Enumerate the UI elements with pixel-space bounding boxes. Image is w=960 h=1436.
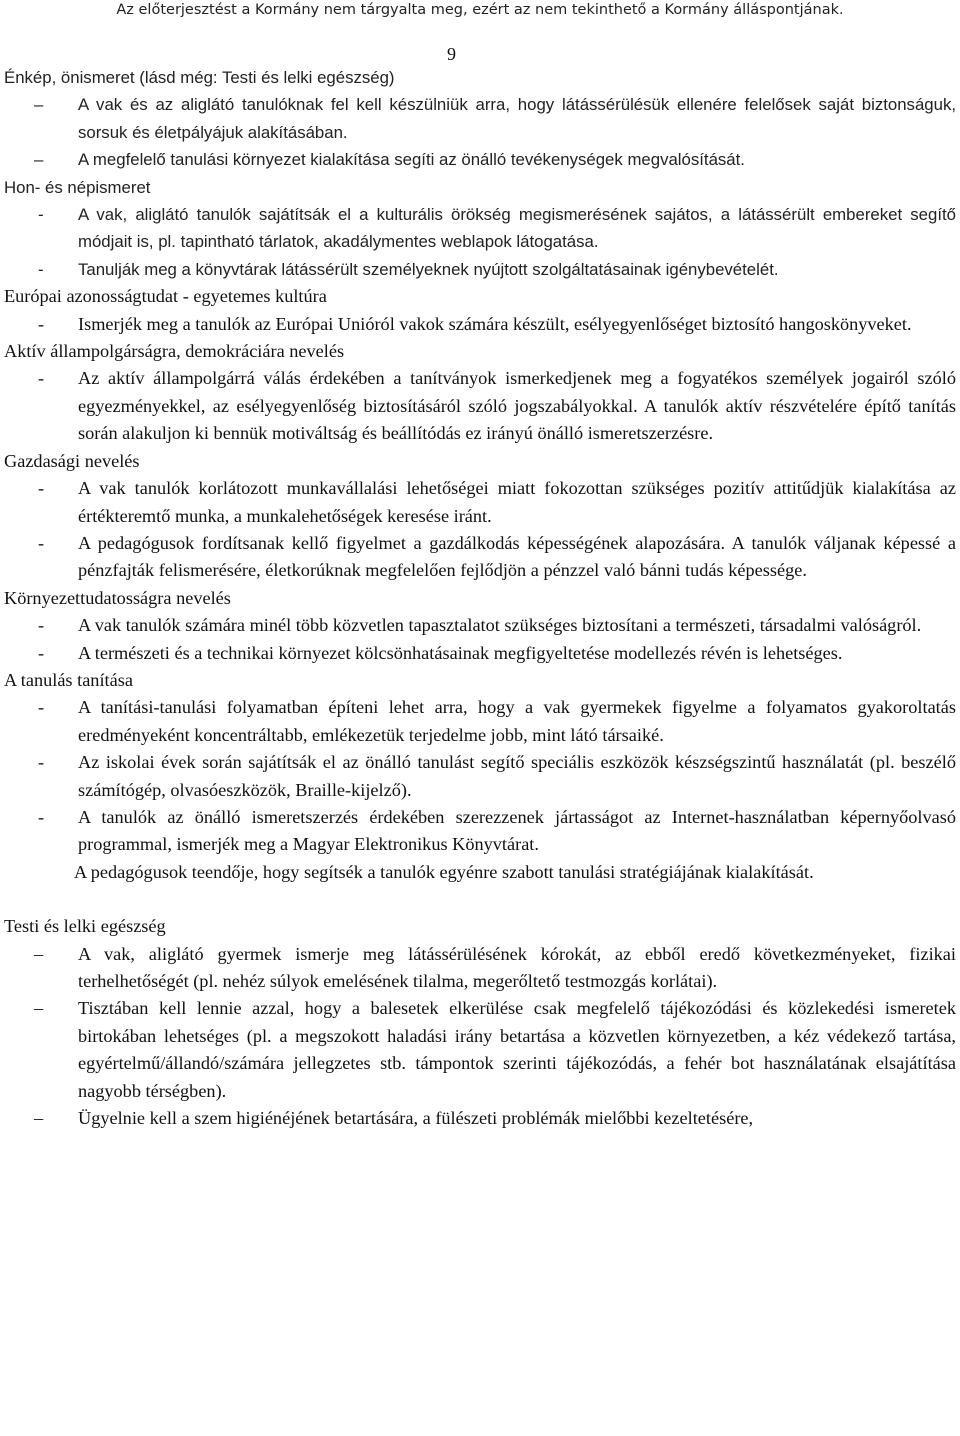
list-item: – Ügyelnie kell a szem higiénéjének betartására, a fülészeti problémák mielőbbi kezeltetésére, — [4, 1105, 956, 1132]
dash-bullet: – — [34, 1108, 44, 1129]
hyphen-bullet: - — [38, 205, 44, 225]
dash-bullet: – — [34, 998, 44, 1019]
hyphen-bullet: - — [38, 697, 45, 718]
list-item: - A tanulók az önálló ismeretszerzés érdekében szerezzenek jártasságot az Internet-használatban képernyőolvasó programmal, ismerjék meg a Magyar Elektronikus Könyvtárat. — [4, 804, 956, 859]
hyphen-bullet: - — [38, 313, 45, 334]
list-item: - Tanulják meg a könyvtárak látássérült személyeknek nyújtott szolgáltatásainak igénybevételét. — [4, 256, 956, 283]
section-heading: A tanulás tanítása — [4, 669, 133, 690]
hyphen-bullet: - — [38, 642, 45, 663]
dash-bullet: – — [34, 943, 44, 964]
hyphen-bullet: - — [38, 806, 45, 827]
section-heading: Hon- és népismeret — [4, 177, 151, 197]
list-item: – A vak, aliglátó gyermek ismerje meg látássérülésének kórokát, az ebből eredő következményeket, fizikai terhelhetőségét (pl. nehéz súlyok emelésének tilalma, megerőltető testmozgás korlátai). — [4, 941, 956, 996]
section-heading: Testi és lelki egészség — [4, 916, 166, 937]
dash-bullet: – — [34, 95, 44, 115]
section-heading: Gazdasági nevelés — [4, 450, 140, 471]
list-item: - A vak, aliglátó tanulók sajátítsák el a kulturális örökség megismerésének sajátos, a látássérült embereket segítő módjait is, pl. tapintható tárlatok, akadálymentes weblapok látogatása. — [4, 201, 956, 256]
closing-paragraph: A pedagógusok teendője, hogy segítsék a tanulók egyénre szabott tanulási stratégiájának kialakítását. — [74, 861, 814, 882]
hyphen-bullet: - — [38, 478, 45, 499]
section-heading: Környezettudatosságra nevelés — [4, 587, 231, 608]
spacer — [4, 886, 956, 913]
hyphen-bullet: - — [38, 532, 45, 553]
list-item: – A megfelelő tanulási környezet kialakítása segíti az önálló tevékenységek megvalósítását. — [4, 146, 956, 173]
document-body — [4, 64, 956, 1132]
list-item: - A természeti és a technikai környezet kölcsönhatásainak megfigyeltetése modellezés révén is lehetséges. — [4, 640, 956, 667]
dash-bullet: – — [34, 150, 44, 170]
list-item: – Tisztában kell lennie azzal, hogy a balesetek elkerülése csak megfelelő tájékozódási és közlekedési ismeretek birtokában lehetséges (pl. a megszokott haladási irány betartása a közvetlen környezetben, a kéz védekező tartása, egyértelmű/állandó/számára jellegzetes stb. támpontok szerinti tájékozódás, a fehér bot használatának elsajátítása nagyobb térségben). — [4, 995, 956, 1105]
list-item: - A vak tanulók korlátozott munkavállalási lehetőségei miatt fokozottan szükséges pozitív attitűdjük kialakítása az értékteremtő munka, a munkalehetőségek keresése iránt. — [4, 475, 956, 530]
section-heading: Aktív állampolgárságra, demokráciára nevelés — [4, 341, 345, 362]
running-header: Az előterjesztést a Kormány nem tárgyalta meg, ezért az nem tekinthető a Kormány álláspontjának. — [116, 2, 844, 18]
hyphen-bullet: - — [38, 259, 44, 279]
list-item: - Az iskolai évek során sajátítsák el az önálló tanulást segítő speciális eszközök készségszintű használatát (pl. beszélő számítógép, olvasóeszközök, Braille-kijelző). — [4, 749, 956, 804]
list-item: - A vak tanulók számára minél több közvetlen tapasztalatot szükséges biztosítani a természeti, társadalmi valóságról. — [4, 612, 956, 639]
page-number: 9 — [447, 44, 456, 64]
hyphen-bullet: - — [38, 368, 45, 389]
list-item: - A tanítási-tanulási folyamatban építeni lehet arra, hogy a vak gyermekek figyelme a folyamatos gyakoroltatás eredményeként koncentráltabb, emlékezetük terjedelme jobb, mint látó társaiké. — [4, 694, 956, 749]
list-item: - Az aktív állampolgárrá válás érdekében a tanítványok ismerkedjenek meg a fogyatékos személyek jogairól szóló egyezményekkel, az esélyegyenlőség biztosításáról szóló jogszabályokkal. A tanulók aktív részvételére építő tanítás során alakuljon ki bennük motiváltság és beállítódás ez irányú önálló ismeretszerzésre. — [4, 365, 956, 447]
hyphen-bullet: - — [38, 615, 45, 636]
hyphen-bullet: - — [38, 752, 45, 773]
list-item: – A vak és az aliglátó tanulóknak fel kell készülniük arra, hogy látássérülésük ellenére felelősek saját biztonságuk, sorsuk és életpályájuk alakításában. — [4, 91, 956, 146]
list-item: - Ismerjék meg a tanulók az Európai Unióról vakok számára készült, esélyegyenlőséget biztosító hangoskönyveket. — [4, 311, 956, 338]
section-heading: Énkép, önismeret (lásd még: Testi és lelki egészség) — [4, 68, 395, 87]
section-heading: Európai azonosságtudat - egyetemes kultúra — [4, 286, 327, 307]
list-item: - A pedagógusok fordítsanak kellő figyelmet a gazdálkodás képességének alapozására. A tanulók váljanak képessé a pénzfajták felismerésére, életkorúknak megfelelően fejlődjön a pénzzel való bánni tudás képessége. — [4, 530, 956, 585]
